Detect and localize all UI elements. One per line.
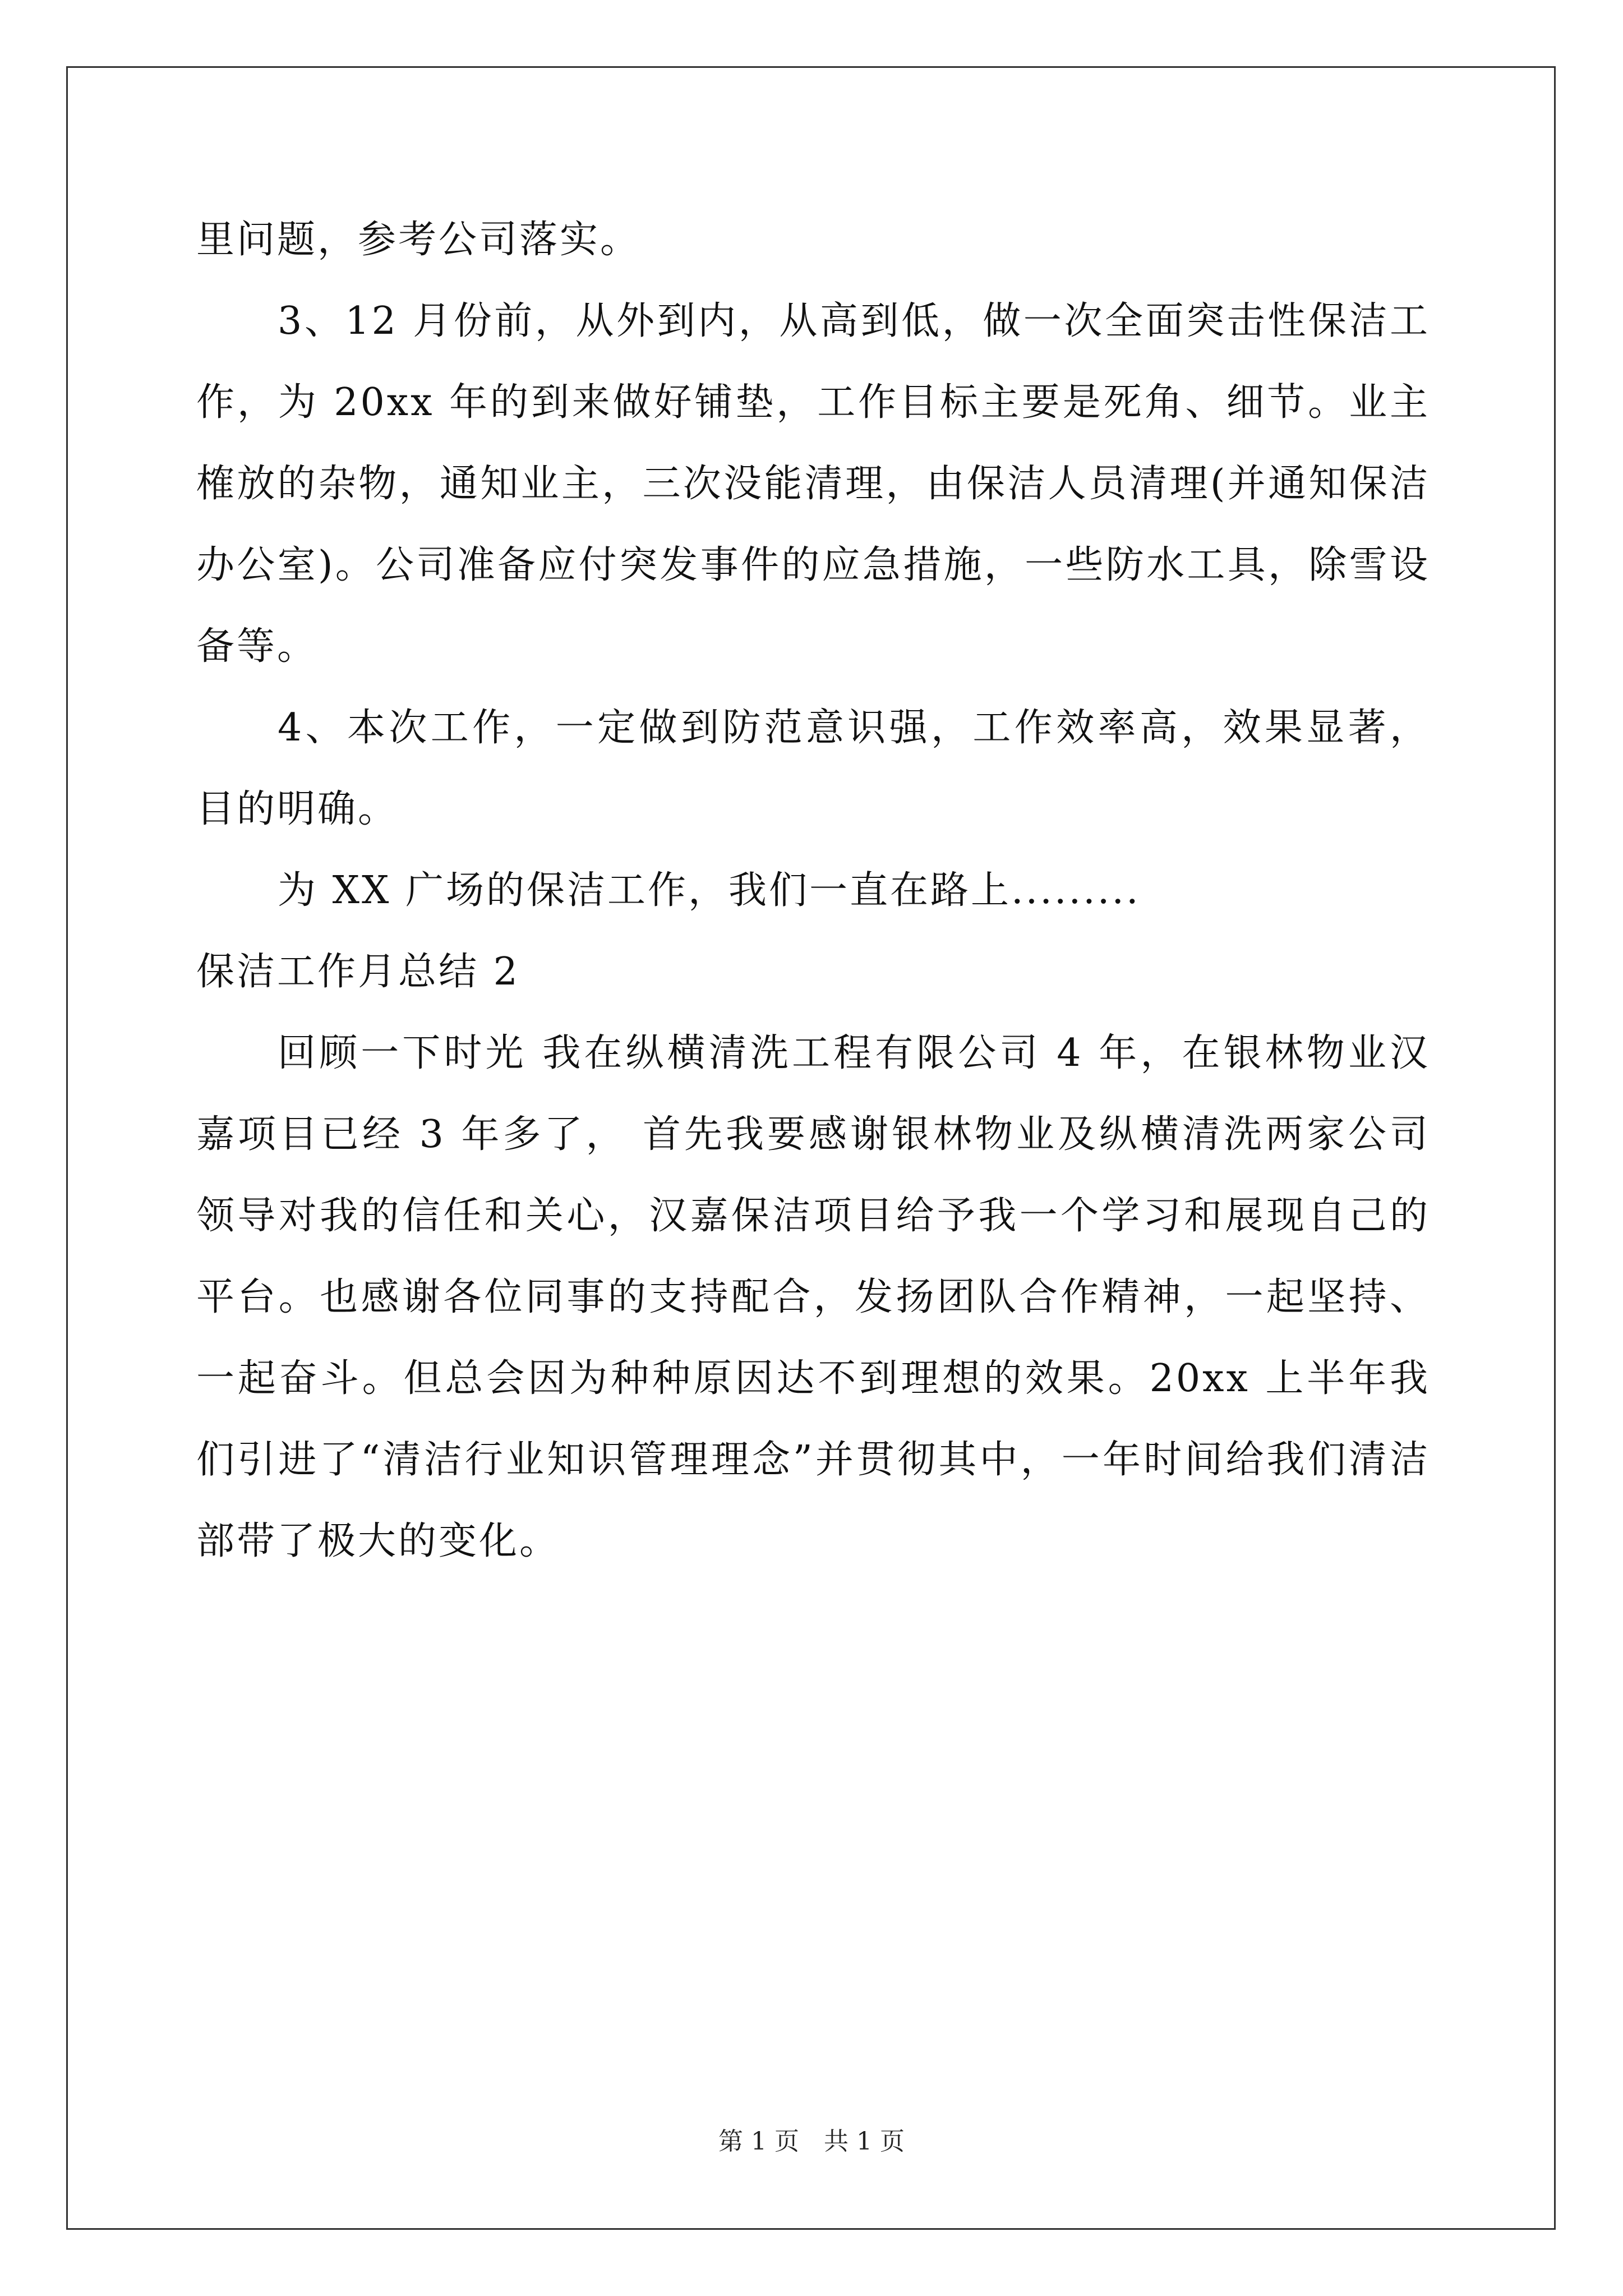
page-footer: 第 1 页 共 1 页 bbox=[718, 2127, 905, 2156]
document-body bbox=[196, 199, 1430, 1582]
section-heading: 保洁工作月总结 2 bbox=[196, 950, 520, 994]
paragraph-summary: 回顾一下时光 我在纵横清洗工程有限公司 4 年，在银林物业汉嘉项目已经 3 年多了， 首先我要感谢银林物业及纵横清洗两家公司领导对我的信任和关心，汉嘉保洁项目给予我一个学习和展现自己的平台。也感谢各位同事的支持配合，发扬团队合作精神，一起坚持、一起奋斗。但总会因为种种原因达不到理想的效果。20xx 上半年我们引进了“清洁行业知识管理理念”并贯彻其中，一年时间给我们清洁部带了极大的变化。 bbox=[196, 1031, 1430, 1563]
paragraph-closing: 为 XX 广场的保洁工作，我们一直在路上......... bbox=[278, 868, 1141, 913]
paragraph-item-4: 4、本次工作，一定做到防范意识强，工作效率高，效果显著，目的明确。 bbox=[196, 706, 1430, 831]
paragraph-continuation: 里问题，参考公司落实。 bbox=[196, 218, 641, 262]
paragraph-item-3: 3、12 月份前，从外到内，从高到低，做一次全面突击性保洁工作，为 20xx 年的到来做好铺垫，工作目标主要是死角、细节。业主榷放的杂物，通知业主，三次没能清理，由保洁人员清理(并通知保洁办公室)。公司准备应付突发事件的应急措施，一些防水工具，除雪设备等。 bbox=[196, 299, 1430, 669]
